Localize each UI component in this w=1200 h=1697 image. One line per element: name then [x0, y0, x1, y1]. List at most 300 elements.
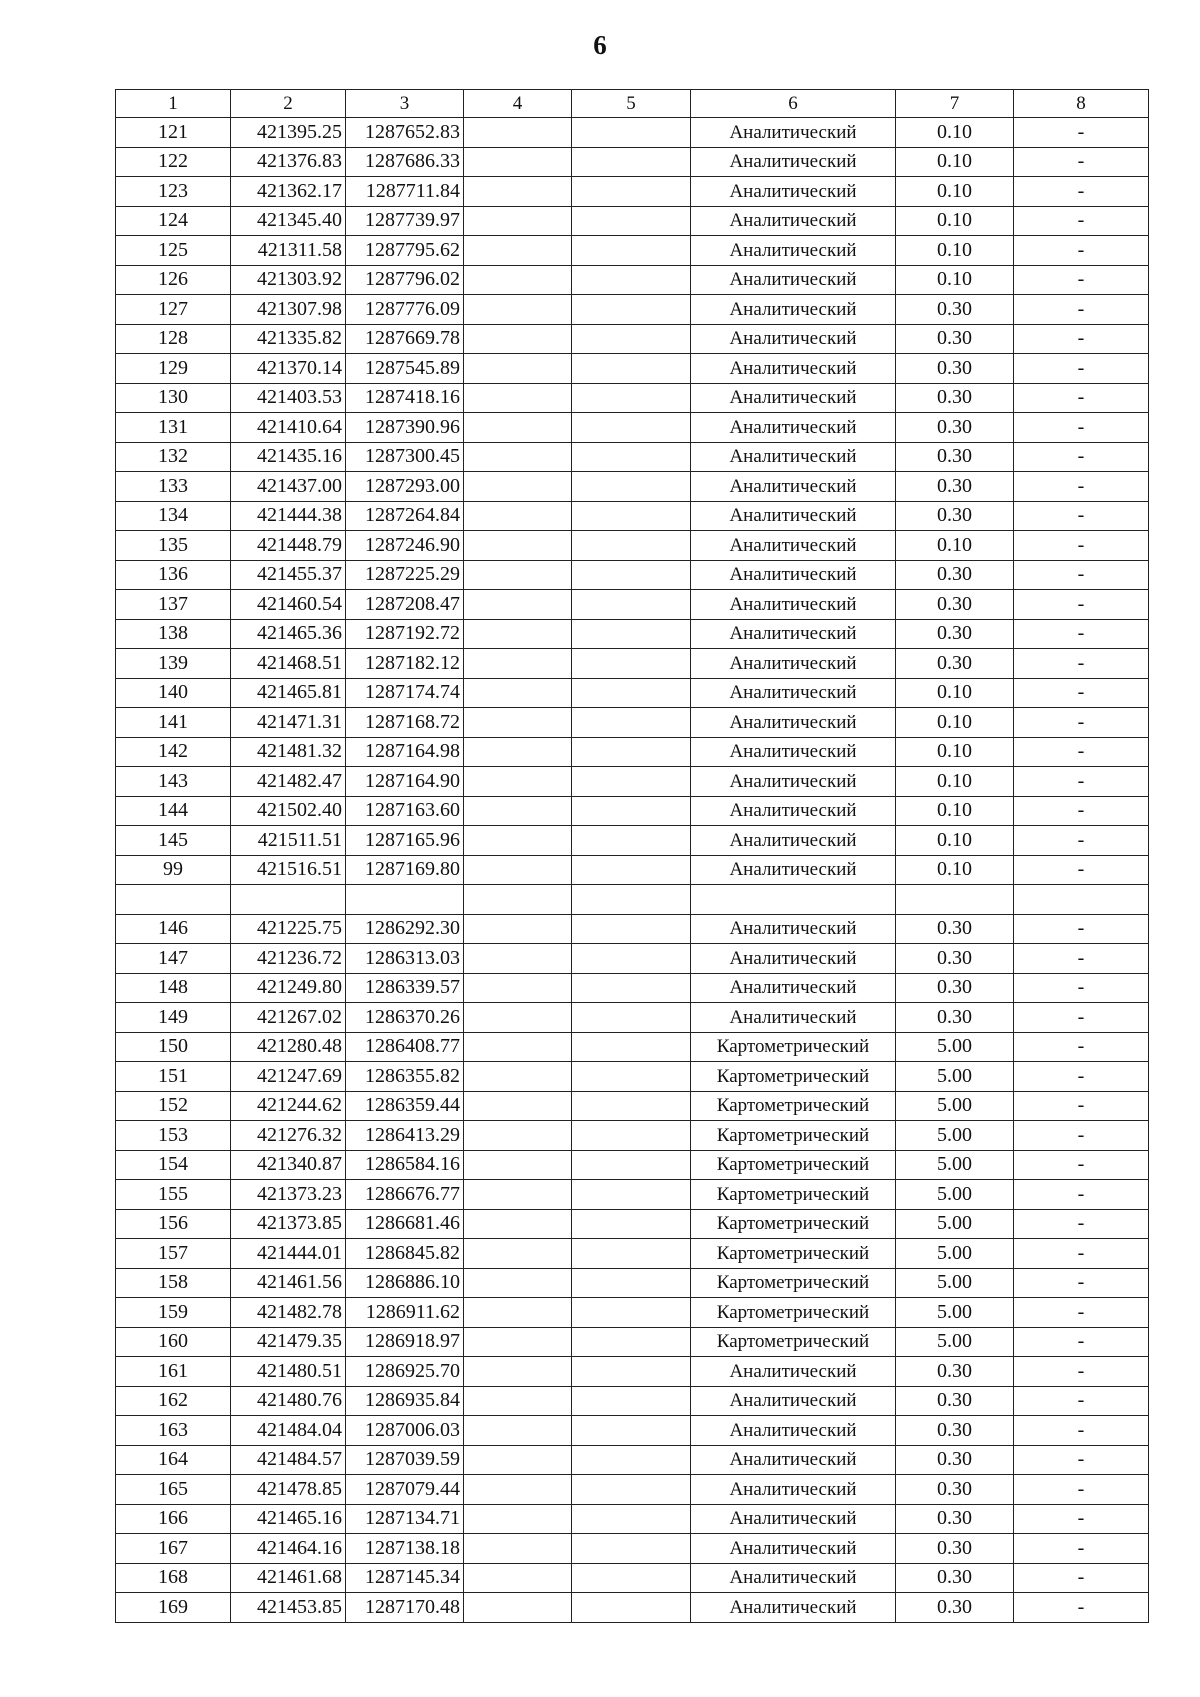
col4-cell: [464, 177, 572, 207]
y-coordinate-cell: [346, 885, 464, 915]
col4-cell: [464, 678, 572, 708]
col4-cell: [464, 590, 572, 620]
y-coordinate-cell: 1286935.84: [346, 1386, 464, 1416]
point-number-cell: 153: [116, 1121, 231, 1151]
col8-cell: -: [1014, 649, 1149, 679]
col4-cell: [464, 619, 572, 649]
accuracy-cell: 0.30: [896, 1386, 1014, 1416]
table-row: [116, 708, 1149, 738]
point-number-cell: 141: [116, 708, 231, 738]
table-row: [116, 1593, 1149, 1623]
x-coordinate-cell: 421373.85: [231, 1209, 346, 1239]
y-coordinate-cell: 1287225.29: [346, 560, 464, 590]
col5-cell: [572, 1386, 691, 1416]
col8-cell: -: [1014, 678, 1149, 708]
col4-cell: [464, 973, 572, 1003]
x-coordinate-cell: 421267.02: [231, 1003, 346, 1033]
col4-cell: [464, 1357, 572, 1387]
x-coordinate-cell: 421335.82: [231, 324, 346, 354]
accuracy-cell: 0.30: [896, 560, 1014, 590]
accuracy-cell: 0.30: [896, 1475, 1014, 1505]
y-coordinate-cell: 1287164.90: [346, 767, 464, 797]
x-coordinate-cell: 421303.92: [231, 265, 346, 295]
col8-cell: -: [1014, 590, 1149, 620]
col5-cell: [572, 855, 691, 885]
x-coordinate-cell: 421247.69: [231, 1062, 346, 1092]
table-row: [116, 354, 1149, 384]
y-coordinate-cell: 1287300.45: [346, 442, 464, 472]
x-coordinate-cell: 421435.16: [231, 442, 346, 472]
y-coordinate-cell: 1287795.62: [346, 236, 464, 266]
col8-cell: -: [1014, 1445, 1149, 1475]
col4-cell: [464, 796, 572, 826]
method-cell: Аналитический: [691, 1475, 896, 1505]
y-coordinate-cell: 1286925.70: [346, 1357, 464, 1387]
table-row: [116, 501, 1149, 531]
x-coordinate-cell: 421376.83: [231, 147, 346, 177]
accuracy-cell: 0.10: [896, 265, 1014, 295]
col5-cell: [572, 324, 691, 354]
col4-cell: [464, 1534, 572, 1564]
method-cell: Аналитический: [691, 708, 896, 738]
y-coordinate-cell: 1286918.97: [346, 1327, 464, 1357]
header-cell: 1: [116, 90, 231, 118]
col5-cell: [572, 383, 691, 413]
col5-cell: [572, 1032, 691, 1062]
col8-cell: -: [1014, 1003, 1149, 1033]
col4-cell: [464, 118, 572, 148]
x-coordinate-cell: 421481.32: [231, 737, 346, 767]
method-cell: Аналитический: [691, 649, 896, 679]
accuracy-cell: 0.10: [896, 796, 1014, 826]
accuracy-cell: 0.30: [896, 649, 1014, 679]
point-number-cell: 124: [116, 206, 231, 236]
y-coordinate-cell: 1287169.80: [346, 855, 464, 885]
method-cell: Аналитический: [691, 442, 896, 472]
col5-cell: [572, 885, 691, 915]
point-number-cell: 155: [116, 1180, 231, 1210]
x-coordinate-cell: 421465.81: [231, 678, 346, 708]
accuracy-cell: 5.00: [896, 1327, 1014, 1357]
col4-cell: [464, 1032, 572, 1062]
col8-cell: -: [1014, 265, 1149, 295]
method-cell: Аналитический: [691, 118, 896, 148]
y-coordinate-cell: 1287134.71: [346, 1504, 464, 1534]
accuracy-cell: 0.30: [896, 619, 1014, 649]
x-coordinate-cell: 421345.40: [231, 206, 346, 236]
col5-cell: [572, 472, 691, 502]
x-coordinate-cell: 421460.54: [231, 590, 346, 620]
point-number-cell: 162: [116, 1386, 231, 1416]
col5-cell: [572, 560, 691, 590]
accuracy-cell: 0.10: [896, 678, 1014, 708]
col4-cell: [464, 560, 572, 590]
table-row: [116, 383, 1149, 413]
col4-cell: [464, 1416, 572, 1446]
header-cell: 4: [464, 90, 572, 118]
col4-cell: [464, 826, 572, 856]
y-coordinate-cell: 1287776.09: [346, 295, 464, 325]
method-cell: Картометрический: [691, 1327, 896, 1357]
method-cell: Аналитический: [691, 1003, 896, 1033]
col4-cell: [464, 1062, 572, 1092]
col4-cell: [464, 265, 572, 295]
x-coordinate-cell: 421471.31: [231, 708, 346, 738]
col5-cell: [572, 1091, 691, 1121]
col5-cell: [572, 1563, 691, 1593]
point-number-cell: 133: [116, 472, 231, 502]
table-row: [116, 767, 1149, 797]
table-row: [116, 236, 1149, 266]
y-coordinate-cell: 1287796.02: [346, 265, 464, 295]
y-coordinate-cell: 1287164.98: [346, 737, 464, 767]
col4-cell: [464, 1327, 572, 1357]
col8-cell: -: [1014, 1180, 1149, 1210]
table-row: [116, 118, 1149, 148]
y-coordinate-cell: 1287669.78: [346, 324, 464, 354]
accuracy-cell: 0.30: [896, 295, 1014, 325]
accuracy-cell: 0.10: [896, 118, 1014, 148]
col5-cell: [572, 236, 691, 266]
point-number-cell: 154: [116, 1150, 231, 1180]
table-row: [116, 1563, 1149, 1593]
table-row: [116, 914, 1149, 944]
method-cell: Аналитический: [691, 531, 896, 561]
col8-cell: -: [1014, 531, 1149, 561]
y-coordinate-cell: 1287264.84: [346, 501, 464, 531]
table-row: [116, 944, 1149, 974]
col8-cell: -: [1014, 796, 1149, 826]
col5-cell: [572, 1416, 691, 1446]
method-cell: Аналитический: [691, 1416, 896, 1446]
point-number-cell: 161: [116, 1357, 231, 1387]
accuracy-cell: 5.00: [896, 1239, 1014, 1269]
point-number-cell: 146: [116, 914, 231, 944]
col5-cell: [572, 206, 691, 236]
accuracy-cell: 0.10: [896, 737, 1014, 767]
y-coordinate-cell: 1286845.82: [346, 1239, 464, 1269]
y-coordinate-cell: 1287138.18: [346, 1534, 464, 1564]
table-row: [116, 295, 1149, 325]
point-number-cell: 139: [116, 649, 231, 679]
col4-cell: [464, 236, 572, 266]
table-row: [116, 855, 1149, 885]
col8-cell: -: [1014, 206, 1149, 236]
col8-cell: -: [1014, 295, 1149, 325]
point-number-cell: 160: [116, 1327, 231, 1357]
table-row: [116, 206, 1149, 236]
x-coordinate-cell: 421484.57: [231, 1445, 346, 1475]
accuracy-cell: 0.30: [896, 1504, 1014, 1534]
header-cell: 5: [572, 90, 691, 118]
x-coordinate-cell: 421362.17: [231, 177, 346, 207]
accuracy-cell: 0.30: [896, 1003, 1014, 1033]
accuracy-cell: 0.30: [896, 472, 1014, 502]
x-coordinate-cell: 421311.58: [231, 236, 346, 266]
table-row: [116, 1003, 1149, 1033]
x-coordinate-cell: 421468.51: [231, 649, 346, 679]
col4-cell: [464, 413, 572, 443]
col4-cell: [464, 885, 572, 915]
x-coordinate-cell: 421307.98: [231, 295, 346, 325]
y-coordinate-cell: 1286355.82: [346, 1062, 464, 1092]
x-coordinate-cell: 421465.36: [231, 619, 346, 649]
y-coordinate-cell: 1287711.84: [346, 177, 464, 207]
col5-cell: [572, 767, 691, 797]
col8-cell: -: [1014, 1268, 1149, 1298]
point-number-cell: 144: [116, 796, 231, 826]
col5-cell: [572, 265, 691, 295]
point-number-cell: 169: [116, 1593, 231, 1623]
x-coordinate-cell: 421395.25: [231, 118, 346, 148]
point-number-cell: 126: [116, 265, 231, 295]
y-coordinate-cell: 1287208.47: [346, 590, 464, 620]
x-coordinate-cell: 421455.37: [231, 560, 346, 590]
col4-cell: [464, 472, 572, 502]
col4-cell: [464, 531, 572, 561]
coordinates-table-container: [115, 89, 1148, 1623]
method-cell: Аналитический: [691, 324, 896, 354]
col4-cell: [464, 737, 572, 767]
accuracy-cell: 0.30: [896, 944, 1014, 974]
table-row: [116, 147, 1149, 177]
table-row: [116, 560, 1149, 590]
method-cell: Картометрический: [691, 1268, 896, 1298]
page-number: 6: [593, 30, 607, 60]
point-number-cell: 157: [116, 1239, 231, 1269]
col5-cell: [572, 1327, 691, 1357]
point-number-cell: 147: [116, 944, 231, 974]
header-cell: 8: [1014, 90, 1149, 118]
col5-cell: [572, 649, 691, 679]
point-number-cell: 142: [116, 737, 231, 767]
y-coordinate-cell: 1287182.12: [346, 649, 464, 679]
point-number-cell: 121: [116, 118, 231, 148]
col8-cell: -: [1014, 767, 1149, 797]
method-cell: Картометрический: [691, 1091, 896, 1121]
col8-cell: -: [1014, 324, 1149, 354]
accuracy-cell: 5.00: [896, 1062, 1014, 1092]
col4-cell: [464, 855, 572, 885]
col4-cell: [464, 649, 572, 679]
col5-cell: [572, 619, 691, 649]
x-coordinate-cell: 421502.40: [231, 796, 346, 826]
method-cell: Аналитический: [691, 1445, 896, 1475]
y-coordinate-cell: 1287390.96: [346, 413, 464, 443]
col5-cell: [572, 1150, 691, 1180]
table-row: [116, 1445, 1149, 1475]
col5-cell: [572, 1475, 691, 1505]
table-row: [116, 1327, 1149, 1357]
col8-cell: [1014, 885, 1149, 915]
header-cell: 7: [896, 90, 1014, 118]
col8-cell: -: [1014, 413, 1149, 443]
y-coordinate-cell: 1287163.60: [346, 796, 464, 826]
point-number-cell: 123: [116, 177, 231, 207]
table-row: [116, 619, 1149, 649]
table-row: [116, 177, 1149, 207]
method-cell: Аналитический: [691, 619, 896, 649]
table-row: [116, 590, 1149, 620]
accuracy-cell: 0.30: [896, 1563, 1014, 1593]
col4-cell: [464, 1268, 572, 1298]
method-cell: Картометрический: [691, 1032, 896, 1062]
accuracy-cell: 0.10: [896, 236, 1014, 266]
method-cell: Аналитический: [691, 177, 896, 207]
method-cell: Аналитический: [691, 767, 896, 797]
col4-cell: [464, 501, 572, 531]
method-cell: Картометрический: [691, 1150, 896, 1180]
col4-cell: [464, 1563, 572, 1593]
method-cell: Аналитический: [691, 236, 896, 266]
y-coordinate-cell: 1287170.48: [346, 1593, 464, 1623]
accuracy-cell: 0.30: [896, 383, 1014, 413]
y-coordinate-cell: 1287739.97: [346, 206, 464, 236]
y-coordinate-cell: 1286359.44: [346, 1091, 464, 1121]
col5-cell: [572, 1003, 691, 1033]
accuracy-cell: 0.10: [896, 767, 1014, 797]
col4-cell: [464, 1298, 572, 1328]
x-coordinate-cell: 421482.78: [231, 1298, 346, 1328]
col5-cell: [572, 1298, 691, 1328]
point-number-cell: 136: [116, 560, 231, 590]
method-cell: Аналитический: [691, 147, 896, 177]
table-row: [116, 413, 1149, 443]
point-number-cell: 130: [116, 383, 231, 413]
col5-cell: [572, 1504, 691, 1534]
point-number-cell: 159: [116, 1298, 231, 1328]
point-number-cell: 140: [116, 678, 231, 708]
accuracy-cell: 0.30: [896, 442, 1014, 472]
method-cell: Аналитический: [691, 590, 896, 620]
accuracy-cell: 0.30: [896, 914, 1014, 944]
point-number-cell: 131: [116, 413, 231, 443]
col8-cell: -: [1014, 1534, 1149, 1564]
method-cell: Аналитический: [691, 265, 896, 295]
col8-cell: -: [1014, 354, 1149, 384]
x-coordinate-cell: 421444.01: [231, 1239, 346, 1269]
col4-cell: [464, 767, 572, 797]
table-row: [116, 1416, 1149, 1446]
x-coordinate-cell: 421437.00: [231, 472, 346, 502]
point-number-cell: 137: [116, 590, 231, 620]
col5-cell: [572, 1209, 691, 1239]
x-coordinate-cell: 421479.35: [231, 1327, 346, 1357]
table-body: [116, 118, 1149, 1623]
col4-cell: [464, 1593, 572, 1623]
table-row: [116, 1091, 1149, 1121]
col8-cell: -: [1014, 1563, 1149, 1593]
y-coordinate-cell: 1286911.62: [346, 1298, 464, 1328]
table-row: [116, 1357, 1149, 1387]
table-row: [116, 1386, 1149, 1416]
method-cell: Картометрический: [691, 1239, 896, 1269]
x-coordinate-cell: 421244.62: [231, 1091, 346, 1121]
point-number-cell: 99: [116, 855, 231, 885]
x-coordinate-cell: 421516.51: [231, 855, 346, 885]
col8-cell: -: [1014, 1091, 1149, 1121]
accuracy-cell: 0.10: [896, 177, 1014, 207]
point-number-cell: 167: [116, 1534, 231, 1564]
col8-cell: -: [1014, 1327, 1149, 1357]
col5-cell: [572, 147, 691, 177]
point-number-cell: 150: [116, 1032, 231, 1062]
method-cell: Аналитический: [691, 295, 896, 325]
point-number-cell: 168: [116, 1563, 231, 1593]
col8-cell: -: [1014, 944, 1149, 974]
accuracy-cell: 0.10: [896, 855, 1014, 885]
table-row: [116, 1180, 1149, 1210]
col8-cell: -: [1014, 826, 1149, 856]
col8-cell: -: [1014, 855, 1149, 885]
y-coordinate-cell: 1287165.96: [346, 826, 464, 856]
col8-cell: -: [1014, 619, 1149, 649]
method-cell: Аналитический: [691, 206, 896, 236]
col8-cell: -: [1014, 737, 1149, 767]
accuracy-cell: 5.00: [896, 1268, 1014, 1298]
y-coordinate-cell: 1287192.72: [346, 619, 464, 649]
point-number-cell: 149: [116, 1003, 231, 1033]
point-number-cell: 166: [116, 1504, 231, 1534]
col8-cell: -: [1014, 501, 1149, 531]
point-number-cell: 151: [116, 1062, 231, 1092]
col8-cell: -: [1014, 147, 1149, 177]
col5-cell: [572, 1445, 691, 1475]
accuracy-cell: 0.30: [896, 590, 1014, 620]
col4-cell: [464, 1504, 572, 1534]
col5-cell: [572, 737, 691, 767]
y-coordinate-cell: 1287545.89: [346, 354, 464, 384]
accuracy-cell: 5.00: [896, 1298, 1014, 1328]
table-row: [116, 1062, 1149, 1092]
accuracy-cell: 0.30: [896, 1357, 1014, 1387]
col5-cell: [572, 1062, 691, 1092]
point-number-cell: 129: [116, 354, 231, 384]
col8-cell: -: [1014, 1062, 1149, 1092]
col5-cell: [572, 708, 691, 738]
col4-cell: [464, 383, 572, 413]
y-coordinate-cell: 1287418.16: [346, 383, 464, 413]
x-coordinate-cell: 421236.72: [231, 944, 346, 974]
x-coordinate-cell: 421461.68: [231, 1563, 346, 1593]
x-coordinate-cell: 421444.38: [231, 501, 346, 531]
col5-cell: [572, 1593, 691, 1623]
point-number-cell: 135: [116, 531, 231, 561]
table-row: [116, 1475, 1149, 1505]
point-number-cell: 145: [116, 826, 231, 856]
col8-cell: -: [1014, 472, 1149, 502]
y-coordinate-cell: 1287145.34: [346, 1563, 464, 1593]
table-row: [116, 1504, 1149, 1534]
table-row: [116, 796, 1149, 826]
y-coordinate-cell: 1286370.26: [346, 1003, 464, 1033]
x-coordinate-cell: 421465.16: [231, 1504, 346, 1534]
col8-cell: -: [1014, 708, 1149, 738]
method-cell: Аналитический: [691, 472, 896, 502]
y-coordinate-cell: 1286886.10: [346, 1268, 464, 1298]
col5-cell: [572, 973, 691, 1003]
col5-cell: [572, 796, 691, 826]
accuracy-cell: 0.30: [896, 1416, 1014, 1446]
col5-cell: [572, 678, 691, 708]
x-coordinate-cell: 421461.56: [231, 1268, 346, 1298]
x-coordinate-cell: 421280.48: [231, 1032, 346, 1062]
y-coordinate-cell: 1287039.59: [346, 1445, 464, 1475]
table-row: [116, 531, 1149, 561]
method-cell: Аналитический: [691, 826, 896, 856]
accuracy-cell: 0.10: [896, 147, 1014, 177]
method-cell: Аналитический: [691, 383, 896, 413]
